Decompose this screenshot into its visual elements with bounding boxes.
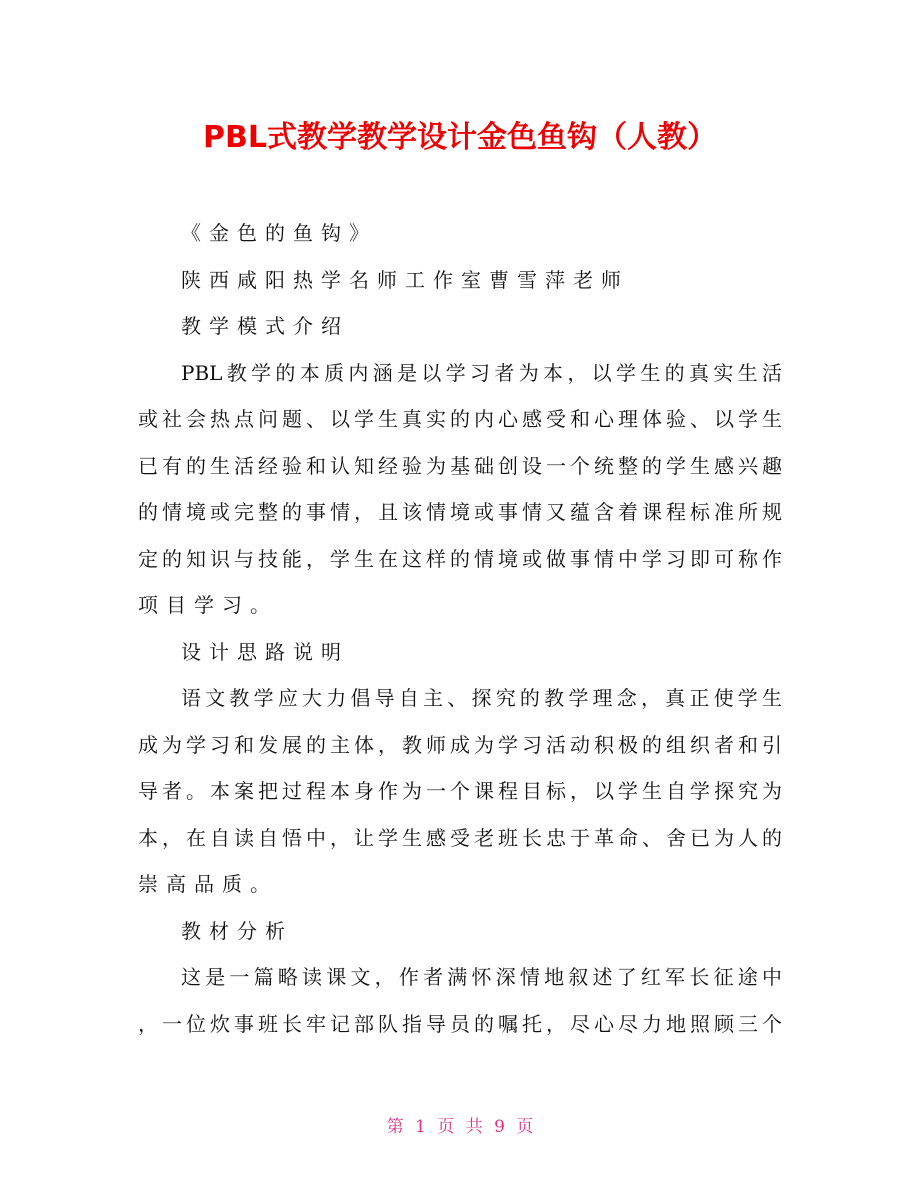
text-line: 的情境或完整的事情，且该情境或事情又蕴含着课程标准所规 xyxy=(138,500,782,524)
text-line: 本，在自读自悟中，让学生感受老班长忠于革命、舍已为人的 xyxy=(138,825,782,850)
text-line: 已有的生活经验和认知经验为基础创设一个统整的学生感兴趣 xyxy=(138,453,782,478)
document-title: PBL式教学教学设计金色鱼钩（人教） xyxy=(203,120,717,155)
paragraph xyxy=(138,303,782,350)
text-line: 教学模式介绍 xyxy=(181,314,349,338)
text-line: 语文教学应大力倡导自主、探究的教学理念，真正使学生 xyxy=(181,686,782,710)
text-line: 导者。本案把过程本身作为一个课程目标，以学生自学探究为 xyxy=(138,779,782,803)
text-line: 或社会热点问题、以学生真实的内心感受和心理体验、以学生 xyxy=(138,407,782,431)
text-line: 《金色的鱼钩》 xyxy=(181,221,377,245)
paragraph xyxy=(138,210,782,257)
text-line: 设计思路说明 xyxy=(181,639,349,664)
paragraph xyxy=(138,908,782,955)
page-footer: 第 1 页 共 9 页 xyxy=(386,1117,534,1137)
text-line: 项目学习。 xyxy=(138,593,278,617)
text-line: PBL教学的本质内涵是以学习者为本，以学生的真实生活 xyxy=(181,360,782,385)
paragraph xyxy=(138,629,782,676)
text-line: 成为学习和发展的主体，教师成为学习活动积极的组织者和引 xyxy=(138,732,782,757)
text-line: ，一位炊事班长牢记部队指导员的嘱托，尽心尽力地照顾三个 xyxy=(138,1011,782,1036)
document-body xyxy=(138,210,782,1047)
text-line: 教材分析 xyxy=(181,918,293,943)
paragraph xyxy=(138,675,782,908)
text-line: 崇高品质。 xyxy=(138,872,278,896)
text-line: 这是一篇略读课文，作者满怀深情地叙述了红军长征途中 xyxy=(181,965,782,989)
text-line: 陕西咸阳热学名师工作室曹雪萍老师 xyxy=(181,267,629,292)
paragraph xyxy=(138,350,782,629)
paragraph xyxy=(138,257,782,304)
paragraph xyxy=(138,954,782,1047)
text-line: 定的知识与技能，学生在这样的情境或做事情中学习即可称作 xyxy=(138,546,782,571)
